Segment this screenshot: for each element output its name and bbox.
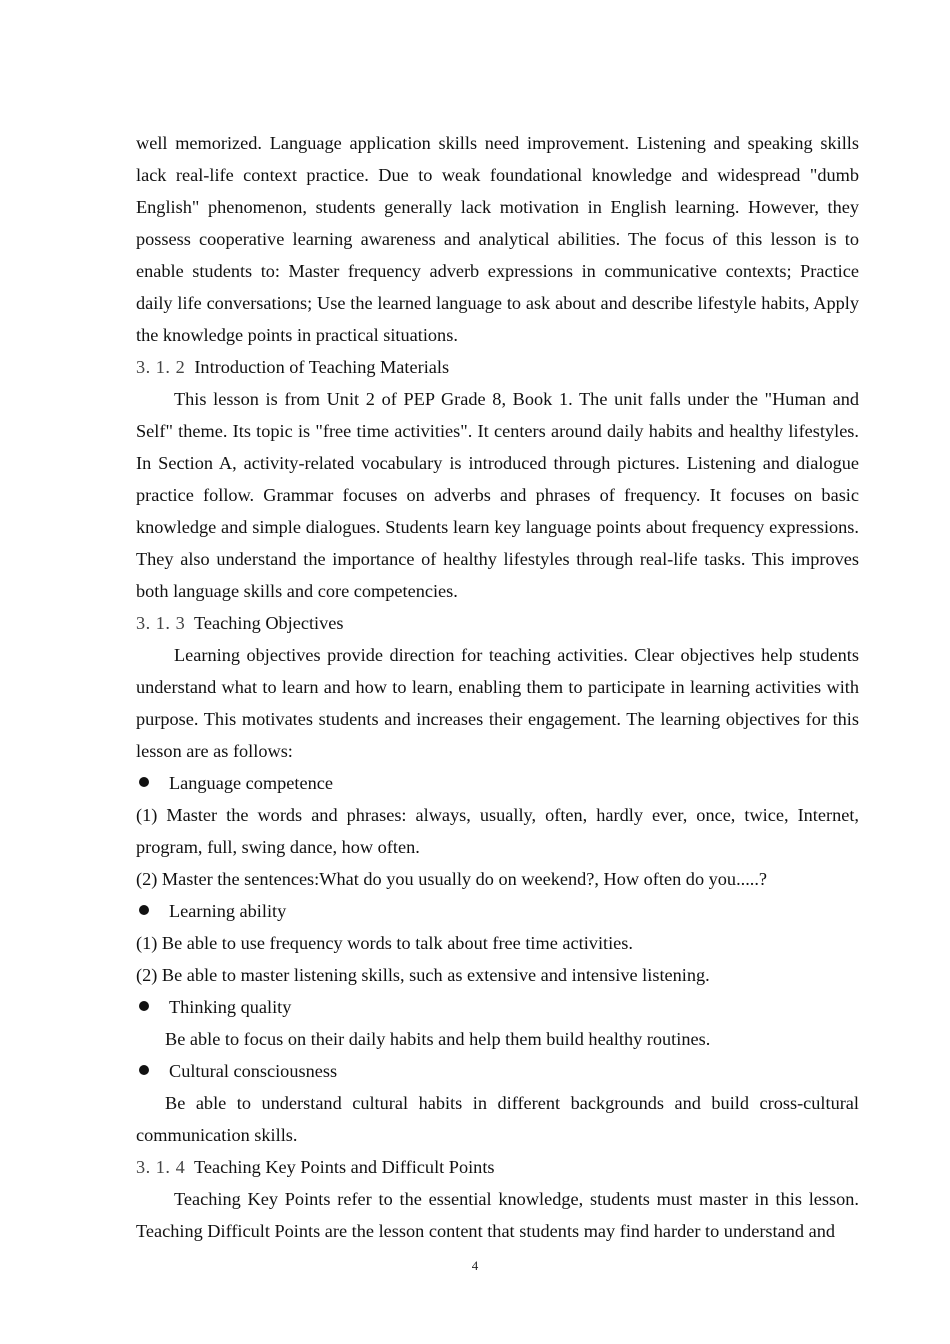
bullet-label: Cultural consciousness: [169, 1061, 338, 1081]
bullet-label: Learning ability: [169, 901, 287, 921]
bullet-label: Language competence: [169, 773, 333, 793]
objective-item: (1) Be able to use frequency words to talk about free time activities.: [136, 933, 633, 953]
objective-item: Be able to understand cultural habits in different backgrounds and build cross-cultural communication skills.: [136, 1093, 859, 1145]
section-heading-3-1-4: [136, 1151, 859, 1183]
page-number: 4: [471, 1258, 479, 1273]
bullet-language-competence: [136, 767, 859, 799]
bullet-icon: [139, 1001, 149, 1011]
objective-item: Be able to focus on their daily habits and help them build healthy routines.: [165, 1029, 711, 1049]
bullet-learning-ability: [136, 895, 859, 927]
bullet-thinking-quality: [136, 991, 859, 1023]
section-title: Teaching Key Points and Difficult Points: [194, 1157, 495, 1177]
objective-item: (1) Master the words and phrases: always, usually, often, hardly ever, once, twice, Internet, program, full, swing dance, how often.: [136, 805, 859, 857]
bullet-icon: [139, 1065, 149, 1075]
bullet-label: Thinking quality: [169, 997, 292, 1017]
paragraph-teaching-objectives: Learning objectives provide direction for teaching activities. Clear objectives help students understand what to learn and how to learn, enabling them to participate in learning activities with purpose. This motivates students and increases their engagement. The learning objectives for this lesson are as follows:: [136, 645, 859, 761]
section-heading-3-1-3: [136, 607, 859, 639]
section-number: 3. 1. 4: [136, 1157, 186, 1177]
objective-item: (2) Be able to master listening skills, such as extensive and intensive listening.: [136, 965, 710, 985]
document-body: [136, 127, 859, 1247]
paragraph-key-points: Teaching Key Points refer to the essential knowledge, students must master in this lesson. Teaching Difficult Points are the lesson content that students may find harder to understand and: [136, 1189, 859, 1241]
bullet-icon: [139, 777, 149, 787]
bullet-icon: [139, 905, 149, 915]
objective-item: (2) Master the sentences:What do you usually do on weekend?, How often do you.....?: [136, 869, 768, 889]
section-number: 3. 1. 3: [136, 613, 186, 633]
section-number: 3. 1. 2: [136, 357, 186, 377]
paragraph-teaching-materials: This lesson is from Unit 2 of PEP Grade 8, Book 1. The unit falls under the "Human and Self" theme. Its topic is "free time activities". It centers around daily habits and healthy lifestyles. In Section A, activity-related vocabulary is introduced through pictures. Listening and dialogue practice follow. Grammar focuses on adverbs and phrases of frequency. It focuses on basic knowledge and simple dialogues. Students learn key language points about frequency expressions. They also understand the importance of healthy lifestyles through real-life tasks. This improves both language skills and core competencies.: [136, 389, 859, 601]
section-heading-3-1-2: [136, 351, 859, 383]
section-title: Teaching Objectives: [194, 613, 344, 633]
bullet-cultural-consciousness: [136, 1055, 859, 1087]
section-title: Introduction of Teaching Materials: [194, 357, 450, 377]
paragraph-student-analysis: well memorized. Language application skills need improvement. Listening and speaking skills lack real-life context practice. Due to weak foundational knowledge and widespread "dumb English" phenomenon, students generally lack motivation in English learning. However, they possess cooperative learning awareness and analytical abilities. The focus of this lesson is to enable students to: Master frequency adverb expressions in communicative contexts; Practice daily life conversations; Use the learned language to ask about and describe lifestyle habits, Apply the knowledge points in practical situations.: [136, 133, 859, 345]
